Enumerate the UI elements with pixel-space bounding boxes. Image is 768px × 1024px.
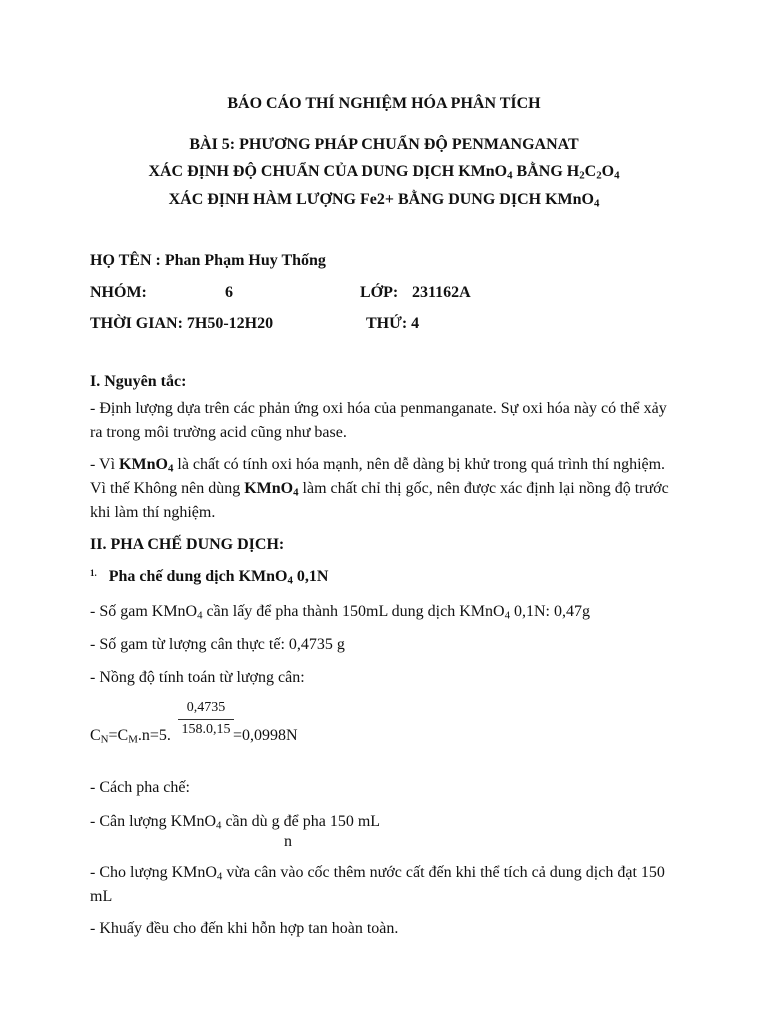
class-label: LỚP:: [360, 284, 399, 301]
report-title: BÁO CÁO THÍ NGHIỆM HÓA PHÂN TÍCH: [227, 95, 541, 112]
line-weigh: - Cân lượng KMnO$_4$ cần dù g để pha 150 mL: [90, 813, 381, 832]
formula-left: $C_N=C_M.n=5$.: [90, 727, 171, 746]
section-2-heading: II. PHA CHẾ DUNG DỊCH:: [90, 536, 285, 553]
fraction-bar: [178, 719, 234, 720]
day-label: THỨ: 4: [366, 315, 420, 332]
item-1-number: 1.: [90, 568, 97, 578]
line-concentration-label: - Nồng độ tính toán từ lượng cân:: [90, 669, 305, 686]
class-value: 231162A: [412, 284, 471, 301]
section-1-heading: I. Nguyên tắc:: [90, 373, 187, 390]
group-value: 6: [225, 284, 233, 301]
formula-result: =0,0998N: [233, 727, 298, 744]
item-1-title: $^{1.}$ Pha chế dung dịch KMnO$_4$ 0,1N: [90, 568, 329, 587]
formula-denominator: 158.0,15: [181, 722, 231, 737]
formula-numerator: 0,4735: [186, 700, 226, 715]
line-mass-required: - Số gam KMnO$_4$ cần lấy để pha thành 150mL dung dịch KMnO$_4$ 0,1N: 0,47g: [90, 603, 590, 622]
line-dissolve: - Cho lượng KMnO$_4$ vừa cân vào cốc thêm nước cất đến khi thể tích cả dung dịch đạt 150 mL: [90, 864, 665, 905]
group-label: NHÓM:: [90, 284, 147, 301]
line-mass-actual: - Số gam từ lượng cân thực tế: 0,4735 g: [90, 636, 345, 653]
time-label: THỜI GIAN: 7H50-12H20: [90, 315, 274, 332]
line-weigh-n: n: [284, 833, 292, 850]
student-name: HỌ TÊN : Phan Phạm Huy Thống: [90, 252, 326, 269]
section-1-paragraph-2: - Vì KMnO$_4$ là chất có tính oxi hóa mạnh, nên dễ dàng bị khử trong quá trình thí nghiệm. Vì thế Không nên dùng KMnO$_4$ làm chất chỉ thị gốc, nên được xác định lại nồng độ trước khi làm thí nghiệm.: [90, 456, 669, 521]
line-method-label: - Cách pha chế:: [90, 779, 190, 796]
lesson-title: BÀI 5: PHƯƠNG PHÁP CHUẨN ĐỘ PENMANGANAT: [189, 136, 579, 153]
subtitle-1: XÁC ĐỊNH ĐỘ CHUẨN CỦA DUNG DỊCH KMnO$_4$ BẰNG $H_2C_2O_4$: [148, 163, 620, 182]
subtitle-2: XÁC ĐỊNH HÀM LƯỢNG Fe2+ BẰNG DUNG DỊCH KMnO$_4$: [168, 191, 600, 210]
section-1-paragraph-1: - Định lượng dựa trên các phản ứng oxi hóa của penmanganate. Sự oxi hóa này có thể xảy ra trong môi trường acid cũng như base.: [90, 400, 667, 441]
line-stir: - Khuấy đều cho đến khi hỗn hợp tan hoàn toàn.: [90, 920, 399, 937]
